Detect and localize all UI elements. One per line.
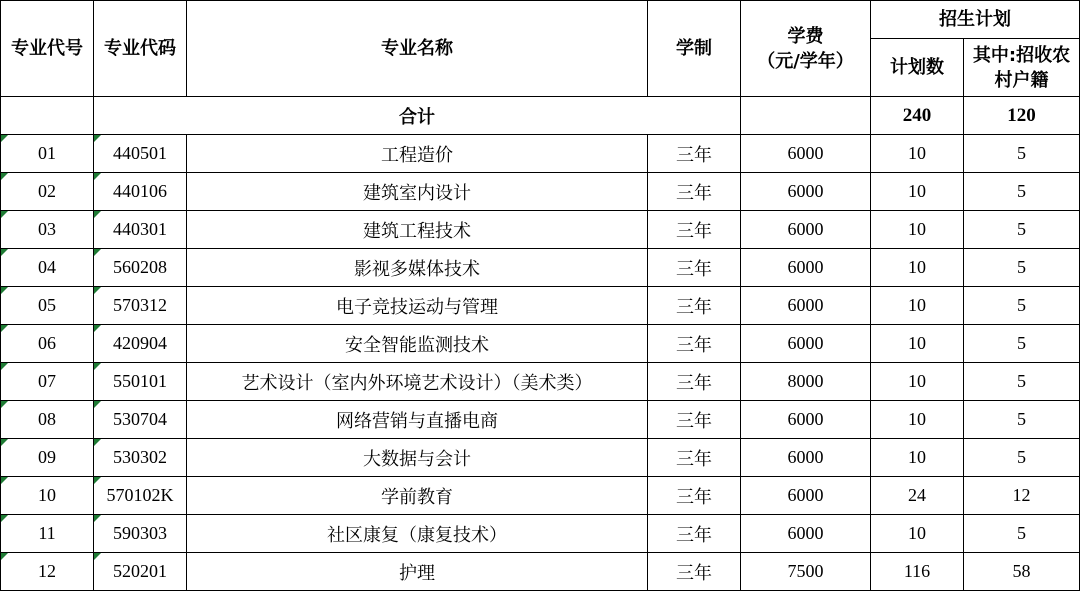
rural-quota-cell: 5 [964,249,1080,287]
major-name-cell: 电子竞技运动与管理 [187,287,648,325]
table-row [1,477,1080,515]
major-code-cell: 530302 [94,439,187,477]
duration-cell: 三年 [648,363,741,401]
fee-cell: 8000 [741,363,871,401]
major-name-cell: 建筑工程技术 [187,211,648,249]
rural-quota-cell: 5 [964,173,1080,211]
total-fee-empty-cell [741,97,871,135]
total-plan: 240 [871,97,964,135]
table-row [1,515,1080,553]
major-name-cell: 影视多媒体技术 [187,249,648,287]
plan-count-cell: 10 [871,363,964,401]
total-row [1,97,1080,135]
major-no-cell: 11 [1,515,94,553]
rural-quota-cell: 5 [964,135,1080,173]
fee-cell: 7500 [741,553,871,591]
major-no-cell: 02 [1,173,94,211]
major-no-cell: 06 [1,325,94,363]
plan-count-cell: 10 [871,135,964,173]
major-name-cell: 艺术设计（室内外环境艺术设计）（美术类） [187,363,648,401]
fee-cell: 6000 [741,211,871,249]
table-row [1,173,1080,211]
rural-quota-cell: 5 [964,363,1080,401]
major-code-cell: 570102K [94,477,187,515]
duration-cell: 三年 [648,477,741,515]
duration-cell: 三年 [648,173,741,211]
duration-cell: 三年 [648,515,741,553]
header-major-name: 专业名称 [187,1,648,97]
header-row [1,1,1080,39]
rural-quota-cell: 5 [964,211,1080,249]
header-plan-group: 招生计划 [871,1,1080,39]
table-row [1,211,1080,249]
major-no-cell: 12 [1,553,94,591]
table-row [1,553,1080,591]
major-code-cell: 560208 [94,249,187,287]
header-major-code: 专业代码 [94,1,187,97]
major-code-cell: 590303 [94,515,187,553]
duration-cell: 三年 [648,287,741,325]
rural-quota-cell: 58 [964,553,1080,591]
table-row [1,439,1080,477]
total-label: 合计 [94,97,741,135]
fee-cell: 6000 [741,477,871,515]
rural-quota-cell: 5 [964,287,1080,325]
plan-count-cell: 10 [871,325,964,363]
duration-cell: 三年 [648,553,741,591]
major-no-cell: 05 [1,287,94,325]
total-empty-cell [1,97,94,135]
duration-cell: 三年 [648,439,741,477]
plan-count-cell: 10 [871,439,964,477]
fee-cell: 6000 [741,249,871,287]
major-code-cell: 440501 [94,135,187,173]
major-name-cell: 网络营销与直播电商 [187,401,648,439]
table-row [1,135,1080,173]
plan-count-cell: 10 [871,401,964,439]
major-code-cell: 440301 [94,211,187,249]
header-plan-count: 计划数 [871,39,964,97]
plan-count-cell: 116 [871,553,964,591]
major-no-cell: 10 [1,477,94,515]
major-no-cell: 08 [1,401,94,439]
fee-cell: 6000 [741,401,871,439]
header-rural-quota: 其中:招收农村户籍 [964,39,1080,97]
duration-cell: 三年 [648,211,741,249]
major-name-cell: 安全智能监测技术 [187,325,648,363]
major-no-cell: 09 [1,439,94,477]
fee-cell: 6000 [741,515,871,553]
major-no-cell: 01 [1,135,94,173]
table-row [1,401,1080,439]
duration-cell: 三年 [648,249,741,287]
major-code-cell: 530704 [94,401,187,439]
rural-quota-cell: 12 [964,477,1080,515]
plan-count-cell: 10 [871,287,964,325]
major-name-cell: 护理 [187,553,648,591]
header-fee-unit: （元/学年） [757,50,854,72]
header-fee-title: 学费 [787,25,824,47]
plan-count-cell: 10 [871,211,964,249]
rural-quota-cell: 5 [964,515,1080,553]
major-name-cell: 大数据与会计 [187,439,648,477]
fee-cell: 6000 [741,325,871,363]
major-code-cell: 570312 [94,287,187,325]
rural-quota-cell: 5 [964,401,1080,439]
plan-count-cell: 10 [871,249,964,287]
major-code-cell: 440106 [94,173,187,211]
plan-count-cell: 24 [871,477,964,515]
table-row [1,287,1080,325]
table-row [1,325,1080,363]
fee-cell: 6000 [741,135,871,173]
duration-cell: 三年 [648,135,741,173]
rural-quota-cell: 5 [964,439,1080,477]
fee-cell: 6000 [741,439,871,477]
major-no-cell: 03 [1,211,94,249]
header-major-no: 专业代号 [1,1,94,97]
major-name-cell: 工程造价 [187,135,648,173]
table-row [1,363,1080,401]
major-name-cell: 学前教育 [187,477,648,515]
major-code-cell: 520201 [94,553,187,591]
duration-cell: 三年 [648,325,741,363]
total-rural: 120 [964,97,1080,135]
major-name-cell: 社区康复（康复技术） [187,515,648,553]
rural-quota-cell: 5 [964,325,1080,363]
major-no-cell: 07 [1,363,94,401]
fee-cell: 6000 [741,173,871,211]
major-no-cell: 04 [1,249,94,287]
duration-cell: 三年 [648,401,741,439]
header-duration: 学制 [648,1,741,97]
plan-count-cell: 10 [871,515,964,553]
major-code-cell: 550101 [94,363,187,401]
header-fee [741,1,871,97]
major-code-cell: 420904 [94,325,187,363]
fee-cell: 6000 [741,287,871,325]
major-name-cell: 建筑室内设计 [187,173,648,211]
table-row [1,249,1080,287]
plan-count-cell: 10 [871,173,964,211]
